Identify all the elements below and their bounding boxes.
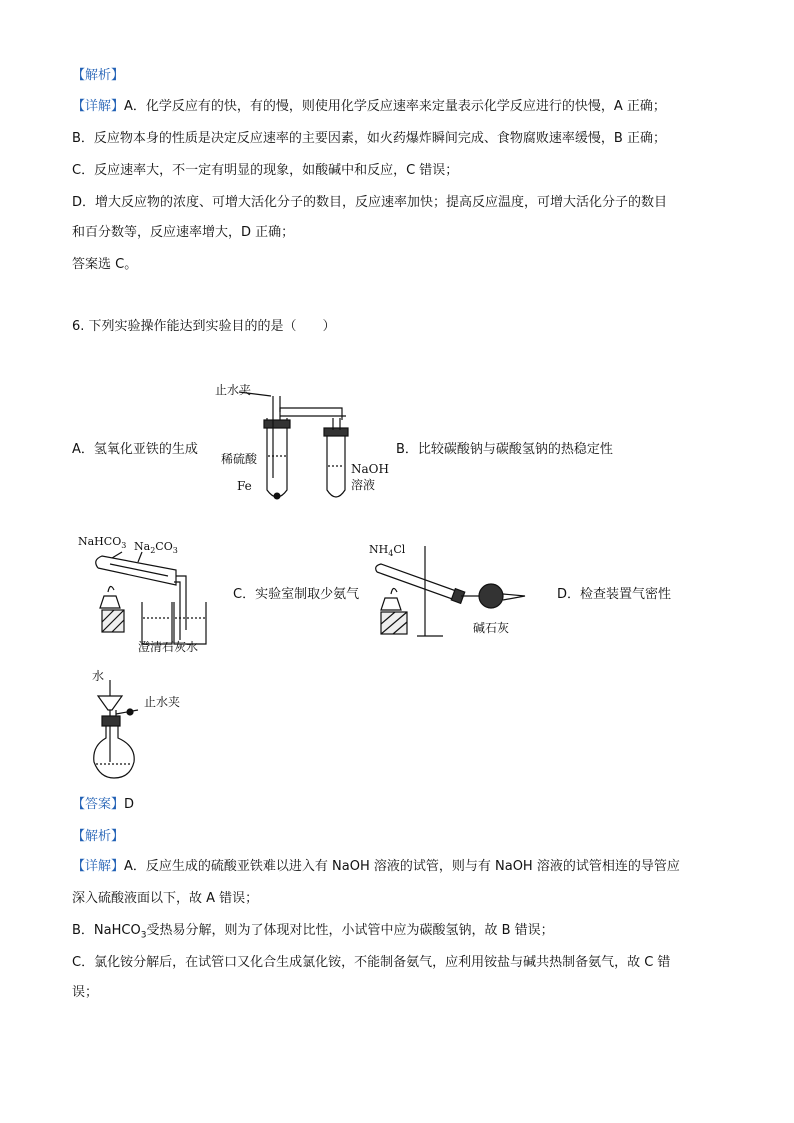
nh4cl-label: $NH_4Cl$	[369, 543, 406, 558]
detail-text-a: A．化学反应有的快，有的慢，则使用化学反应速率来定量表示化学反应进行的快慢，A 正确；	[124, 99, 666, 114]
detail2-line-a-cont: 深入硫酸液面以下，故 A 错误；	[72, 891, 259, 906]
answer-row	[72, 796, 134, 814]
detail-line-d-cont: 和百分数等，反应速率增大，D 正确；	[72, 225, 295, 240]
answer-line: 答案选 C。	[72, 257, 138, 272]
option-b-label: B．比较碳酸钠与碳酸氢钠的热稳定性	[396, 442, 613, 457]
figure-b-apparatus	[76, 530, 226, 655]
figure-a-apparatus	[205, 378, 390, 508]
water-label: 水	[92, 669, 105, 683]
clamp-label-a: 止水夹	[215, 383, 252, 397]
answer-label: 【答案】	[72, 797, 125, 812]
option-a-label: A．氢氧化亚铁的生成	[72, 442, 198, 457]
acid-label: 稀硫酸	[221, 452, 258, 466]
detail2-line-a	[72, 858, 680, 876]
detail2-text-a: A．反应生成的硫酸亚铁难以进入有 NaOH 溶液的试管，则与有 NaOH 溶液的试管相连的导管应	[124, 859, 680, 874]
detail-line-b: B．反应物本身的性质是决定反应速率的主要因素，如火药爆炸瞬间完成、食物腐败速率缓慢，B 正确；	[72, 131, 666, 146]
figure-c-apparatus	[365, 538, 535, 648]
detail2-line-c: C．氯化铵分解后，在试管口又化合生成氯化铵，不能制备氨气，应利用铵盐与碱共热制备氨气，故 C 错	[72, 955, 671, 970]
option-d-label: D．检查装置气密性	[557, 587, 672, 602]
detail-label: 【详解】	[72, 99, 125, 114]
question-stem: 6. 下列实验操作能达到实验目的的是（ ）	[72, 319, 336, 334]
detail2-line-c-cont: 误；	[72, 985, 99, 1000]
answer-value: D	[124, 797, 135, 812]
detail2-line-b: B．NaHCO$_3$受热易分解，则为了体现对比性，小试管中应为碳酸氢钠，故 B 错误；	[72, 923, 554, 941]
figure-d-apparatus	[88, 666, 198, 784]
soda-lime-label: 碱石灰	[473, 621, 510, 635]
detail-line-a	[72, 98, 666, 116]
nahco3-label: NaHCO$_3$	[78, 535, 127, 550]
detail-label-2: 【详解】	[72, 859, 125, 874]
naoh-label: NaOH	[351, 462, 389, 476]
na2co3-label: $Na_2CO_3$	[134, 540, 178, 555]
limewater-label: 澄清石灰水	[138, 640, 199, 654]
analysis-label-2: 【解析】	[72, 829, 125, 844]
solution-label: 溶液	[351, 478, 376, 492]
detail-line-d: D．增大反应物的浓度、可增大活化分子的数目，反应速率加快；提高反应温度，可增大活化分子的数目	[72, 195, 668, 210]
detail-line-c: C．反应速率大，不一定有明显的现象，如酸碱中和反应，C 错误；	[72, 163, 459, 178]
clamp-label-d: 止水夹	[144, 695, 181, 709]
analysis-label: 【解析】	[72, 68, 125, 83]
fe-label: Fe	[237, 479, 252, 493]
option-c-label: C．实验室制取少氨气	[233, 587, 360, 602]
